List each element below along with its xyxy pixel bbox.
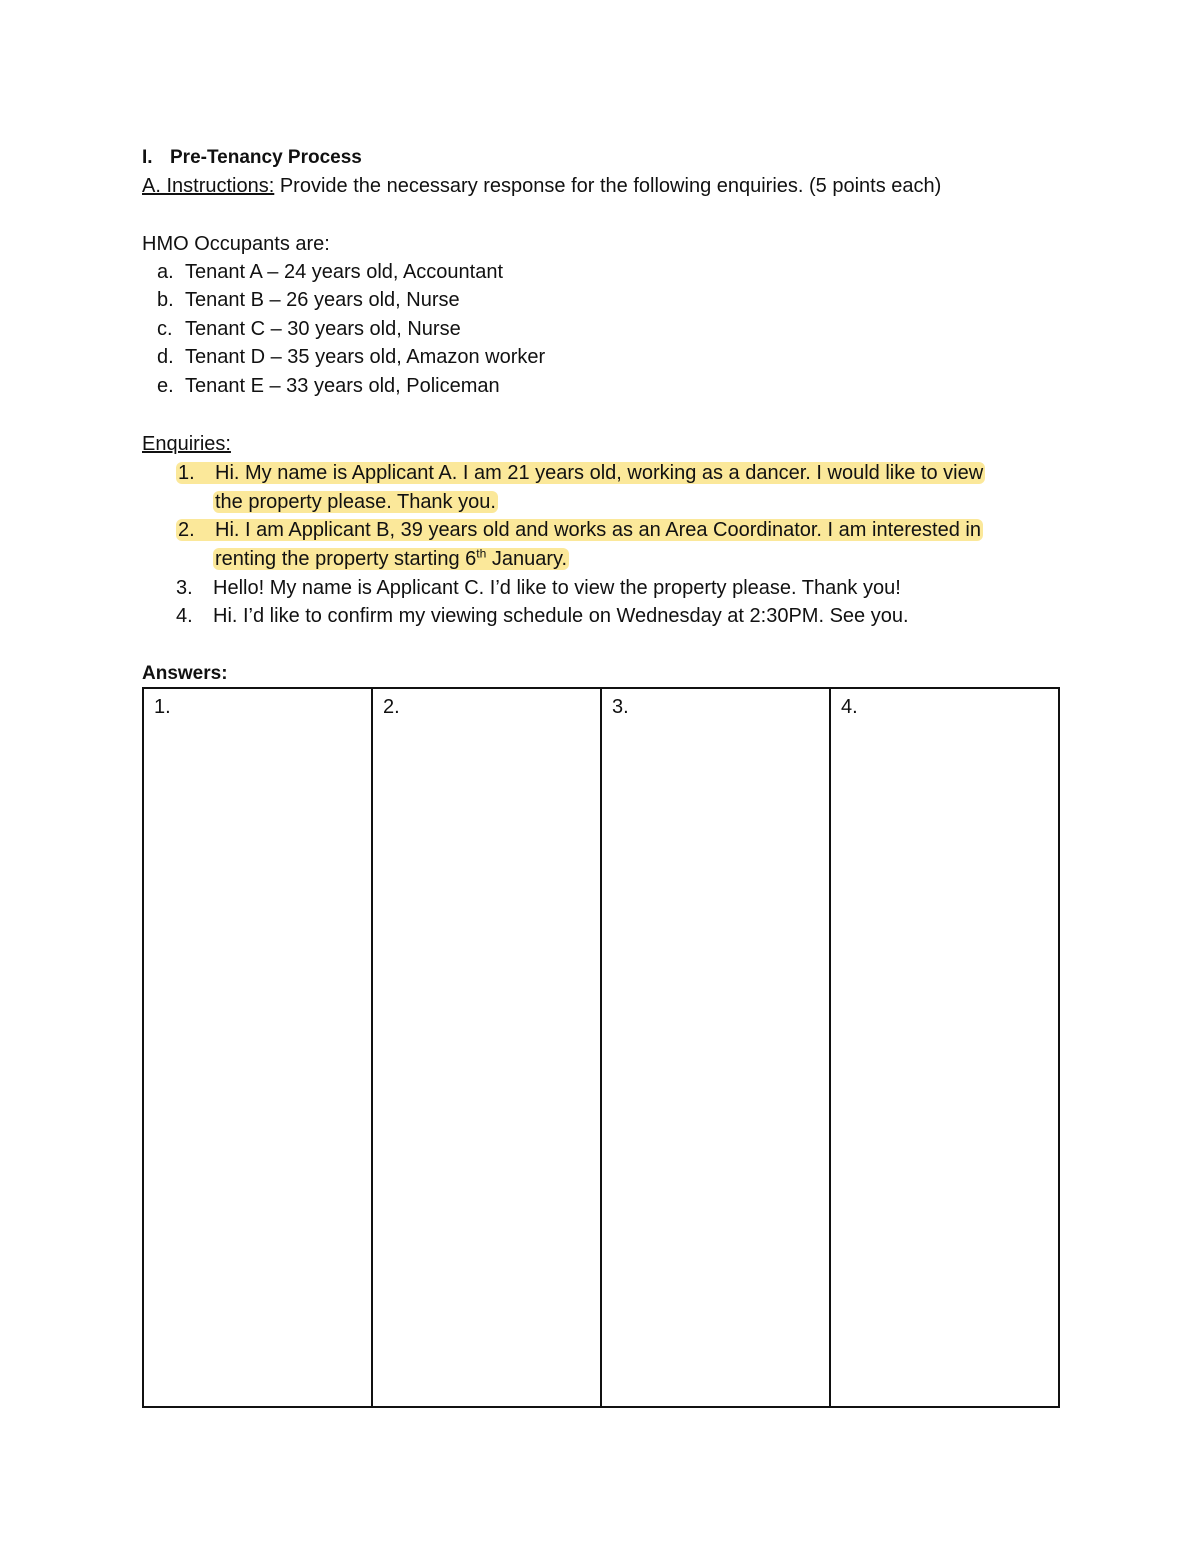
tenant-text: Tenant E – 33 years old, Policeman [185,375,500,397]
enquiry-text: Hello! My name is Applicant C. I’d like to view the property please. Thank you! [213,577,901,599]
enquiry-text: renting the property starting 6 [215,548,477,570]
enquiry-item [176,459,985,487]
enquiry-highlight [176,519,983,541]
tenant-marker: e. [157,375,174,397]
tenant-item [157,258,503,286]
answer-cell-1[interactable] [143,688,372,1407]
tenant-item [157,343,545,371]
enquiry-marker: 3. [176,577,193,599]
enquiry-item [176,574,901,602]
tenant-text: Tenant B – 26 years old, Nurse [185,289,460,311]
occupants-heading: HMO Occupants are: [142,233,330,255]
enquiries-heading: Enquiries: [142,433,231,455]
enquiry-highlight [176,462,985,484]
ordinal-suffix: th [476,546,487,561]
section-title [142,144,362,172]
answer-number: 3. [612,696,629,718]
answer-number: 4. [841,696,858,718]
tenant-marker: d. [157,346,174,368]
answer-cell-3[interactable] [601,688,830,1407]
enquiry-text: Hi. I’d like to confirm my viewing schedule on Wednesday at 2:30PM. See you. [213,605,909,627]
answer-cell-2[interactable] [372,688,601,1407]
instructions-label: A. Instructions: [142,175,275,197]
section-title-text: Pre-Tenancy Process [170,147,362,168]
tenant-text: Tenant A – 24 years old, Accountant [185,261,504,283]
enquiry-continuation [213,488,498,516]
enquiry-text: Hi. My name is Applicant A. I am 21 years old, working as a dancer. I would like to view [215,462,984,484]
tenant-marker: c. [157,318,173,340]
enquiry-marker: 2. [178,519,195,541]
enquiry-item [176,516,983,544]
enquiry-text: the property please. Thank you. [215,491,496,513]
enquiry-marker: 4. [176,605,193,627]
tenant-marker: b. [157,289,174,311]
tenant-item [157,315,461,343]
enquiry-text: Hi. I am Applicant B, 39 years old and works as an Area Coordinator. I am interested in [215,519,981,541]
instructions [142,172,941,200]
tenant-marker: a. [157,261,174,283]
answers-table [142,687,1060,1408]
answer-number: 1. [154,696,171,718]
enquiry-text: January. [486,548,568,570]
tenant-text: Tenant C – 30 years old, Nurse [185,318,461,340]
answer-number: 2. [383,696,400,718]
section-number: I. [142,147,153,168]
answers-heading: Answers: [142,663,228,684]
enquiry-item [176,602,909,630]
enquiry-marker: 1. [178,462,195,484]
answer-cell-4[interactable] [830,688,1059,1407]
answers-row [143,688,1059,1407]
enquiry-highlight [213,548,569,570]
tenant-item [157,286,460,314]
enquiry-continuation [213,545,569,573]
instructions-text: Provide the necessary response for the following enquiries. (5 points each) [274,175,942,197]
tenant-item [157,372,500,400]
tenant-text: Tenant D – 35 years old, Amazon worker [185,346,546,368]
